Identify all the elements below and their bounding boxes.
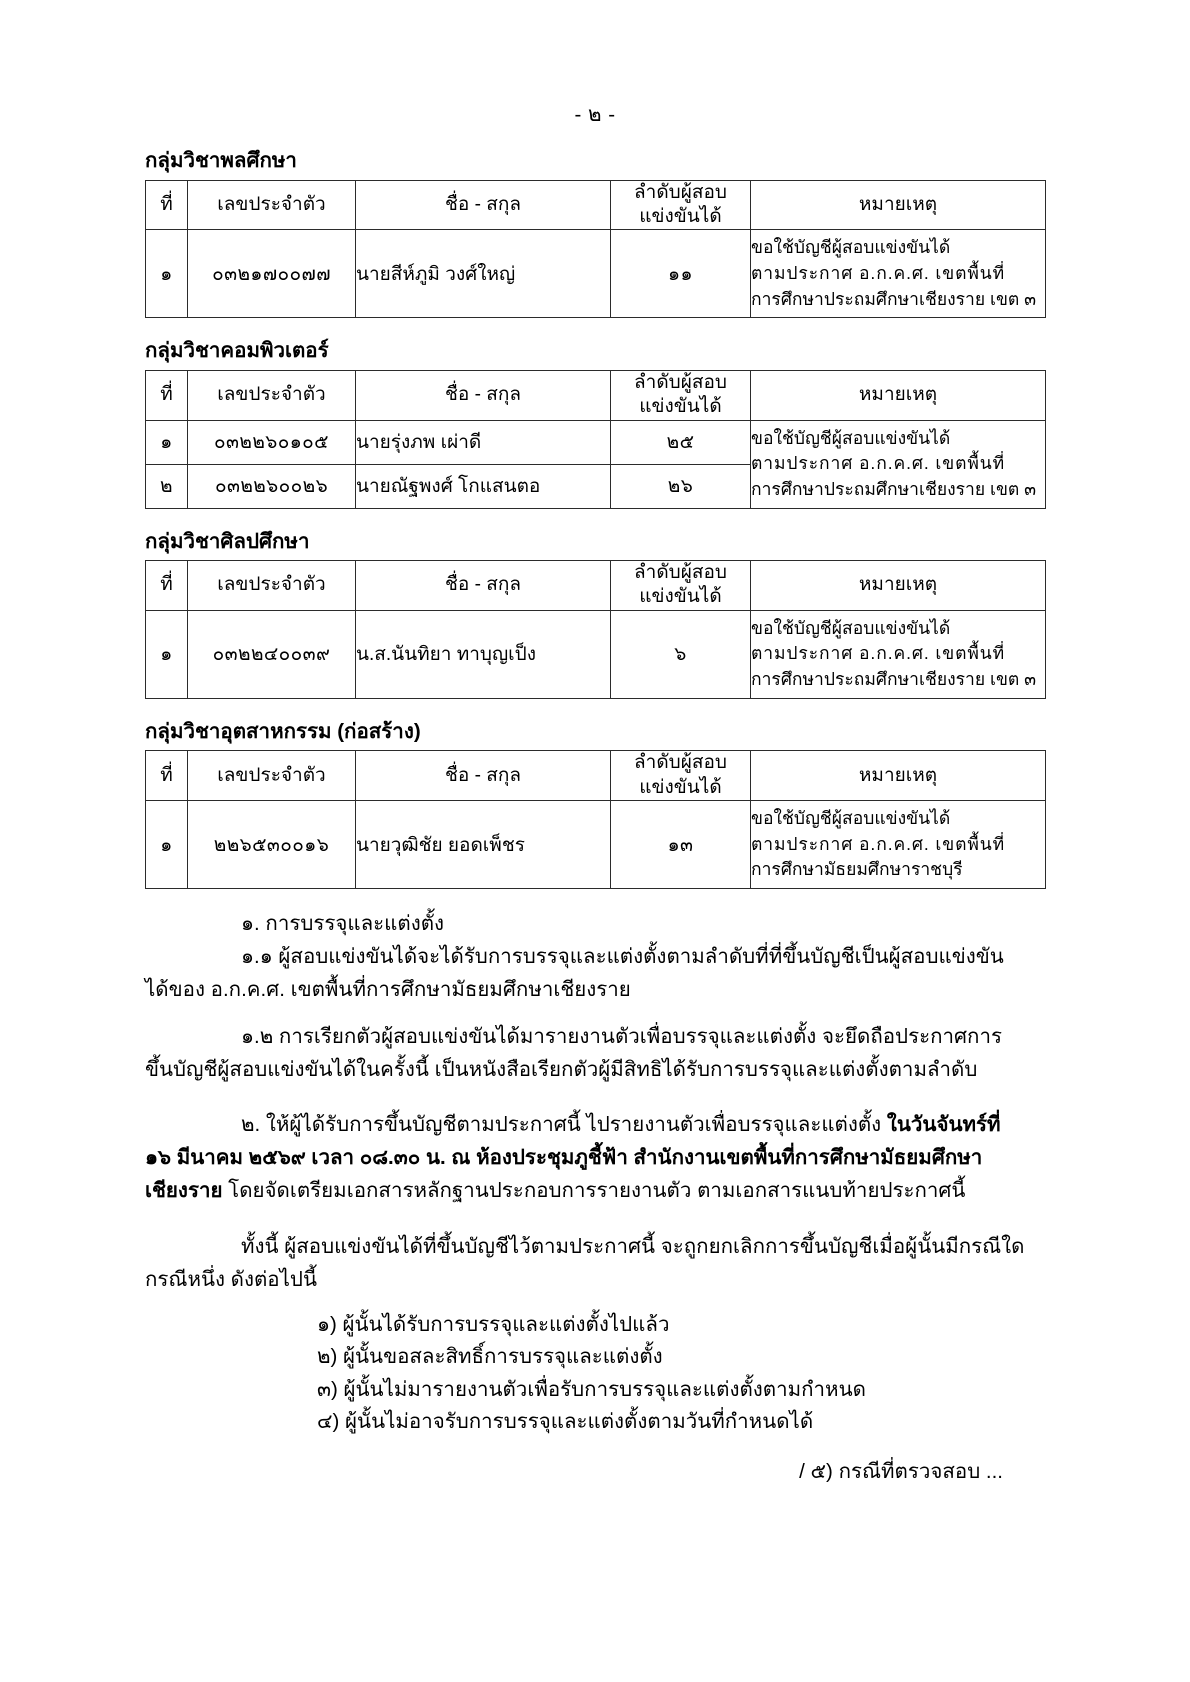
table-header-row: [146, 751, 1046, 801]
candidates-table: [145, 180, 1046, 319]
subject-group-block: [145, 338, 1045, 508]
cell-id: ๒๒๖๕๓๐๐๑๖: [188, 801, 356, 889]
clause-2-line3: [145, 1174, 1045, 1207]
header-no: ที่: [146, 561, 188, 611]
header-rank: [611, 561, 751, 611]
cell-no: ๑: [146, 801, 188, 889]
remark-line-1: ขอใช้บัญชีผู้สอบแข่งขันได้: [751, 237, 951, 258]
remark-line-2: ตามประกาศ อ.ก.ค.ศ. เขตพื้นที่: [751, 833, 1006, 854]
remark-line-3: การศึกษามัธยมศึกษาราชบุรี: [751, 859, 963, 880]
clause-1-2-line2: ขึ้นบัญชีผู้สอบแข่งขันได้ในครั้งนี้ เป็นหนังสือเรียกตัวผู้มีสิทธิได้รับการบรรจุและแต่งตั้งตามลำดับ: [145, 1057, 978, 1081]
clause-1-2-line1: ๑.๒ การเรียกตัวผู้สอบแข่งขันได้มารายงานตัวเพื่อบรรจุและแต่งตั้ง จะยึดถือประกาศการ: [241, 1024, 1002, 1048]
header-id: เลขประจำตัว: [188, 751, 356, 801]
header-rank-line1: ลำดับผู้สอบ: [634, 752, 727, 774]
header-no: ที่: [146, 370, 188, 420]
spacer: [145, 1086, 1045, 1108]
cell-rank: ๒๖: [611, 464, 751, 508]
cell-name: นายรุ่งภพ เผ่าดี: [356, 420, 611, 464]
clause-3-line1: ทั้งนี้ ผู้สอบแข่งขันได้ที่ขึ้นบัญชีไว้ตามประกาศนี้ จะถูกยกเลิกการขึ้นบัญชีเมื่อผู้นั้นมีกรณีใด: [241, 1234, 1025, 1258]
candidates-table: [145, 750, 1046, 889]
remark-line-2: ตามประกาศ อ.ก.ค.ศ. เขตพื้นที่: [751, 453, 1006, 474]
cell-rank: ๑๓: [611, 801, 751, 889]
clause-2-text-bold: ในวันจันทร์ที่: [886, 1113, 1001, 1137]
subject-group-block: [145, 719, 1045, 889]
header-rank-line2: แข่งขันได้: [639, 396, 722, 418]
cell-id: ๐๓๒๑๗๐๐๗๗: [188, 230, 356, 318]
cell-rank: ๑๑: [611, 230, 751, 318]
clause-3-line2: กรณีหนึ่ง ดังต่อไปนี้: [145, 1267, 317, 1291]
candidates-table: [145, 560, 1046, 699]
header-rank-line2: แข่งขันได้: [639, 205, 722, 227]
header-name: ชื่อ - สกุล: [356, 180, 611, 230]
cell-name: น.ส.นันทิยา ทาบุญเป็ง: [356, 610, 611, 698]
header-id: เลขประจำตัว: [188, 180, 356, 230]
cell-no: ๑: [146, 420, 188, 464]
clause-2-line3-bold: เชียงราย: [145, 1179, 223, 1203]
header-rank: [611, 751, 751, 801]
remark-line-1: ขอใช้บัญชีผู้สอบแข่งขันได้: [751, 427, 951, 448]
spacer: [145, 1296, 1045, 1309]
candidates-table: [145, 370, 1046, 509]
cell-remark: [751, 420, 1046, 508]
header-no: ที่: [146, 751, 188, 801]
cell-no: ๒: [146, 464, 188, 508]
header-id: เลขประจำตัว: [188, 561, 356, 611]
clause-1-1-line1: ๑.๑ ผู้สอบแข่งขันได้จะได้รับการบรรจุและแต่งตั้งตามลำดับที่ที่ขึ้นบัญชีเป็นผู้สอบแข่งขัน: [241, 945, 1004, 969]
list-item: ๑) ผู้นั้นได้รับการบรรจุและแต่งตั้งไปแล้ว: [317, 1313, 670, 1337]
header-name: ชื่อ - สกุล: [356, 370, 611, 420]
cell-remark: [751, 801, 1046, 889]
header-rank-line2: แข่งขันได้: [639, 586, 722, 608]
cell-no: ๑: [146, 610, 188, 698]
header-id: เลขประจำตัว: [188, 370, 356, 420]
header-rank-line1: ลำดับผู้สอบ: [634, 181, 727, 203]
cell-remark: [751, 230, 1046, 318]
header-name: ชื่อ - สกุล: [356, 751, 611, 801]
header-rank-line2: แข่งขันได้: [639, 776, 722, 798]
group-heading: กลุ่มวิชาอุตสาหกรรม (ก่อสร้าง): [145, 719, 421, 743]
clause-2-line2: ๑๖ มีนาคม ๒๕๖๙ เวลา ๐๘.๓๐ น. ณ ห้องประชุมภูชี้ฟ้า สำนักงานเขตพื้นที่การศึกษามัธยมศึกษา: [145, 1146, 983, 1170]
header-no: ที่: [146, 180, 188, 230]
cell-rank: ๖: [611, 610, 751, 698]
cell-name: นายวุฒิชัย ยอดเพ็ชร: [356, 801, 611, 889]
table-row: [146, 230, 1046, 318]
header-rank: [611, 180, 751, 230]
clause-1-1-line2: ได้ของ อ.ก.ค.ศ. เขตพื้นที่การศึกษามัธยมศึกษาเชียงราย: [145, 978, 631, 1002]
spacer: [145, 513, 1045, 529]
table-header-row: [146, 370, 1046, 420]
list-item: ๔) ผู้นั้นไม่อาจรับการบรรจุและแต่งตั้งตามวันที่กำหนดได้: [317, 1410, 814, 1434]
remark-line-2: ตามประกาศ อ.ก.ค.ศ. เขตพื้นที่: [751, 643, 1006, 664]
list-item: ๓) ผู้นั้นไม่มารายงานตัวเพื่อรับการบรรจุและแต่งตั้งตามกำหนด: [317, 1377, 866, 1401]
table-header-row: [146, 561, 1046, 611]
table-row: [146, 420, 1046, 464]
cell-id: ๐๓๒๒๖๐๑๐๕: [188, 420, 356, 464]
clause-2-line3-plain: โดยจัดเตรียมเอกสารหลักฐานประกอบการรายงานตัว ตามเอกสารแนบท้ายประกาศนี้: [222, 1179, 966, 1203]
list-item: ๒) ผู้นั้นขอสละสิทธิ์การบรรจุและแต่งตั้ง: [317, 1345, 663, 1369]
clause-2-line1: [145, 1108, 1045, 1141]
cell-no: ๑: [146, 230, 188, 318]
remark-line-1: ขอใช้บัญชีผู้สอบแข่งขันได้: [751, 617, 951, 638]
header-rank-line1: ลำดับผู้สอบ: [634, 371, 727, 393]
header-name: ชื่อ - สกุล: [356, 561, 611, 611]
header-remark: หมายเหตุ: [751, 751, 1046, 801]
header-rank-line1: ลำดับผู้สอบ: [634, 562, 727, 584]
spacer: [145, 703, 1045, 719]
header-rank: [611, 370, 751, 420]
clause-2-text-plain: ๒. ให้ผู้ได้รับการขึ้นบัญชีตามประกาศนี้ ไปรายงานตัวเพื่อบรรจุและแต่งตั้ง: [241, 1113, 887, 1137]
cell-name: นายณัฐพงศ์ โกแสนตอ: [356, 464, 611, 508]
remark-line-2: ตามประกาศ อ.ก.ค.ศ. เขตพื้นที่: [751, 262, 1006, 283]
table-row: [146, 801, 1046, 889]
clause-1-title: ๑. การบรรจุและแต่งตั้ง: [241, 912, 445, 935]
continuation-note: / ๕) กรณีที่ตรวจสอบ ...: [799, 1459, 1003, 1483]
cell-name: นายสีห์ภูมิ วงศ์ใหญ่: [356, 230, 611, 318]
cell-id: ๐๓๒๒๔๐๐๓๙: [188, 610, 356, 698]
group-heading: กลุ่มวิชาศิลปศึกษา: [145, 529, 310, 553]
cell-id: ๐๓๒๒๖๐๐๒๖: [188, 464, 356, 508]
subject-group-block: [145, 529, 1045, 699]
header-remark: หมายเหตุ: [751, 370, 1046, 420]
remark-line-3: การศึกษาประถมศึกษาเชียงราย เขต ๓: [751, 478, 1037, 499]
group-heading: กลุ่มวิชาคอมพิวเตอร์: [145, 339, 329, 363]
header-remark: หมายเหตุ: [751, 180, 1046, 230]
remark-line-3: การศึกษาประถมศึกษาเชียงราย เขต ๓: [751, 288, 1037, 309]
spacer: [145, 322, 1045, 338]
group-heading: กลุ่มวิชาพลศึกษา: [145, 149, 297, 172]
spacer: [145, 1208, 1045, 1230]
page-number: - ๒ -: [574, 103, 616, 126]
spacer: [145, 1007, 1045, 1020]
remark-line-1: ขอใช้บัญชีผู้สอบแข่งขันได้: [751, 808, 951, 829]
header-remark: หมายเหตุ: [751, 561, 1046, 611]
table-header-row: [146, 180, 1046, 230]
table-row: [146, 610, 1046, 698]
document-body: [145, 148, 1045, 1488]
remark-line-3: การศึกษาประถมศึกษาเชียงราย เขต ๓: [751, 669, 1037, 690]
cell-rank: ๒๕: [611, 420, 751, 464]
subject-group-block: [145, 148, 1045, 318]
cell-remark: [751, 610, 1046, 698]
body-text-section: [145, 907, 1045, 1488]
cancellation-reasons-list: [145, 1309, 1045, 1439]
